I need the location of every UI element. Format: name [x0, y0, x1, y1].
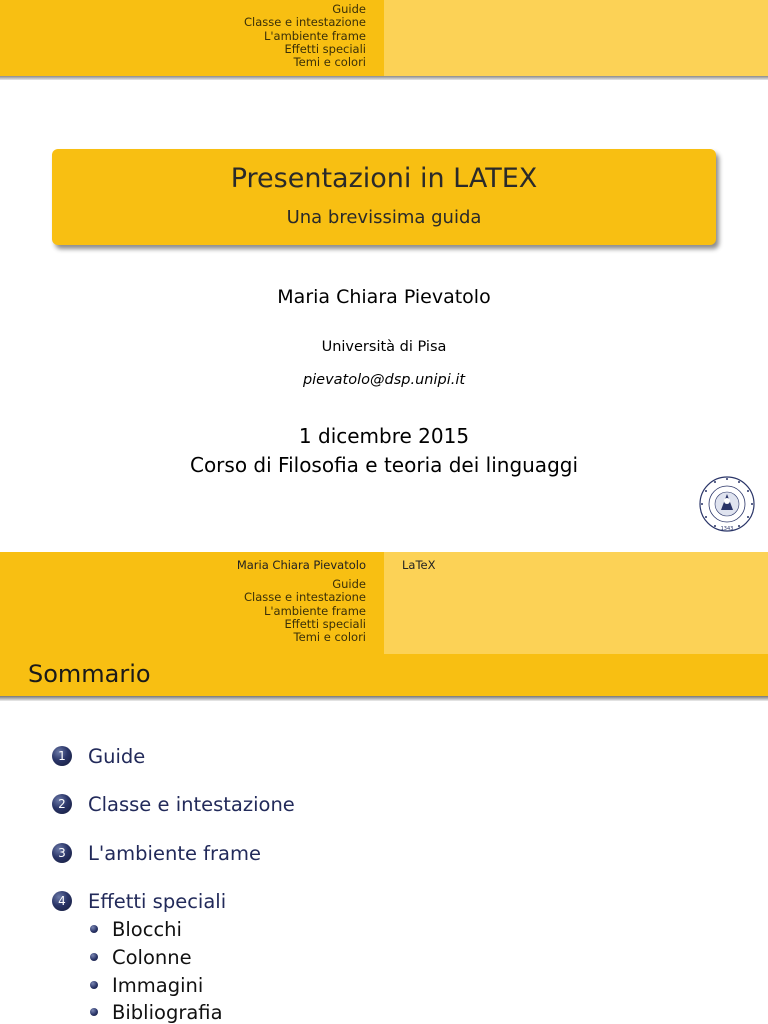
- toc-item-classe[interactable]: [52, 791, 295, 817]
- date: 1 dicembre 2015: [298, 424, 470, 448]
- bullet-icon: [90, 1008, 98, 1016]
- toc-label: L'ambiente frame: [88, 841, 261, 865]
- section-number-badge: 4: [52, 891, 72, 911]
- nav-link-classe[interactable]: Classe e intestazione: [244, 15, 366, 30]
- title-block: [52, 149, 716, 245]
- nav-link-guide[interactable]: Guide: [332, 2, 366, 16]
- slide2-header-nav: [244, 578, 366, 644]
- slide2-header-right-panel: [384, 552, 768, 654]
- toc-subitem-immagini[interactable]: [90, 973, 203, 997]
- nav-link-effetti[interactable]: Effetti speciali: [284, 616, 366, 631]
- slide2-header: [0, 552, 768, 654]
- bullet-icon: [90, 925, 98, 933]
- slide1-header-right-panel: [384, 0, 768, 76]
- nav-link-guide[interactable]: Guide: [332, 577, 366, 591]
- section-number-badge: 1: [52, 746, 72, 766]
- slide1-header-nav: [244, 3, 366, 69]
- nav-link-temi[interactable]: Temi e colori: [293, 630, 366, 645]
- presentation-subtitle: Una brevissima guida: [286, 207, 482, 228]
- toc-label: Classe e intestazione: [88, 792, 295, 816]
- header-short-title: LaTeX: [402, 558, 436, 572]
- toc-label: Effetti speciali: [88, 889, 227, 913]
- bullet-icon: [90, 981, 98, 989]
- subitem-label: Bibliografia: [112, 1000, 223, 1024]
- subitem-label: Colonne: [112, 945, 192, 969]
- toc-item-frame[interactable]: [52, 840, 261, 866]
- svg-text:1343: 1343: [720, 526, 734, 532]
- subitem-label: Blocchi: [112, 917, 182, 941]
- frame-title-shadow: [0, 696, 768, 701]
- university-seal-icon: [697, 474, 757, 534]
- subitem-label: Immagini: [112, 973, 204, 997]
- nav-link-frame[interactable]: L'ambiente frame: [263, 603, 366, 618]
- toc-item-guide[interactable]: [52, 743, 145, 769]
- nav-link-classe[interactable]: Classe e intestazione: [244, 590, 366, 605]
- email: pievatolo@dsp.unipi.it: [302, 372, 466, 388]
- frame-title: Sommario: [28, 660, 151, 688]
- bullet-icon: [90, 953, 98, 961]
- toc-subitem-colonne[interactable]: [90, 945, 192, 969]
- nav-link-temi[interactable]: Temi e colori: [293, 55, 366, 70]
- slide1-header-shadow: [0, 76, 768, 80]
- author: Maria Chiara Pievatolo: [277, 286, 491, 308]
- toc-label: Guide: [88, 744, 146, 768]
- frame-title-bar: [0, 654, 768, 696]
- institute: Università di Pisa: [321, 339, 447, 355]
- toc-subitem-blocchi[interactable]: [90, 917, 182, 941]
- header-author: Maria Chiara Pievatolo: [236, 558, 366, 572]
- course-name: Corso di Filosofia e teoria dei linguaggi: [189, 453, 579, 477]
- section-number-badge: 3: [52, 843, 72, 863]
- nav-link-frame[interactable]: L'ambiente frame: [263, 28, 366, 43]
- slide1-header: [0, 0, 768, 76]
- nav-link-effetti[interactable]: Effetti speciali: [284, 41, 366, 56]
- presentation-title: Presentazioni in LATEX: [230, 163, 538, 194]
- toc-subitem-bibliografia[interactable]: [90, 1000, 223, 1024]
- toc-item-effetti[interactable]: [52, 888, 226, 914]
- section-number-badge: 2: [52, 794, 72, 814]
